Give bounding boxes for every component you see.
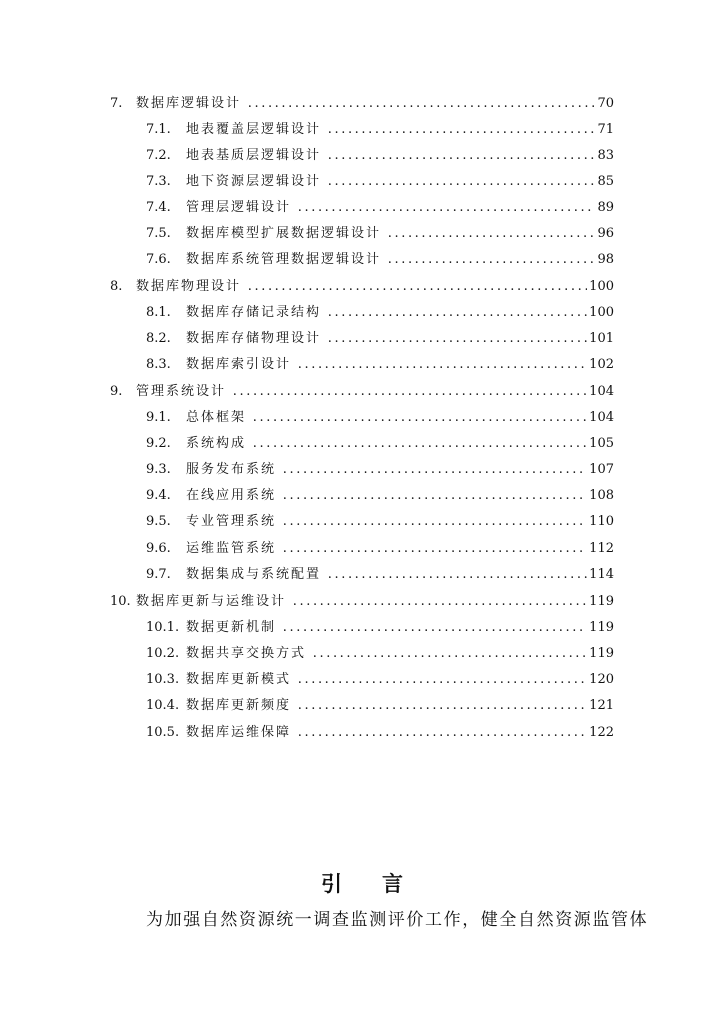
toc-entry[interactable] (0, 329, 724, 349)
toc-entry-number: 9.3. (146, 462, 171, 477)
toc-entry-page: 98 (595, 250, 614, 270)
toc-entry-title: 数据库更新频度 ..... (186, 696, 614, 716)
toc-entry[interactable] (0, 723, 724, 743)
toc-entry-number: 9.5. (146, 514, 171, 529)
toc-entry-title: 数据库运维保障 ..... (186, 723, 614, 743)
toc-entry-number: 9.4. (146, 488, 171, 503)
toc-entry-page: 119 (587, 592, 614, 612)
toc-entry-number: 10.1. (146, 620, 180, 635)
toc-entry-page: 96 (595, 224, 614, 244)
toc-entry-title: 运维监管系统 ..... (186, 539, 614, 559)
toc-entry-number: 7.2. (146, 148, 171, 163)
toc-entry[interactable] (0, 198, 724, 218)
toc-entry-number: 10. (110, 594, 131, 609)
toc-entry-page: 107 (587, 460, 614, 480)
toc-entry-title: 数据库存储记录结构 ..... (186, 303, 614, 323)
toc-entry-title: 数据库更新模式 ..... (186, 670, 614, 690)
toc-entry-title: 专业管理系统 ..... (186, 512, 614, 532)
toc-entry[interactable] (0, 146, 724, 166)
toc-entry-number: 7.4. (146, 200, 171, 215)
toc-entry[interactable] (0, 408, 724, 428)
toc-entry[interactable] (0, 565, 724, 585)
toc-entry-number: 9.6. (146, 541, 171, 556)
toc-entry[interactable] (0, 434, 724, 454)
toc-entry-title: 管理层逻辑设计 ..... (186, 198, 614, 218)
toc-entry-page: 71 (595, 120, 614, 140)
toc-entry-number: 10.5. (146, 725, 180, 740)
toc-entry-page: 120 (587, 670, 614, 690)
toc-entry[interactable] (0, 696, 724, 716)
toc-entry-page: 70 (595, 94, 614, 114)
toc-entry-number: 7.6. (146, 252, 171, 267)
toc-entry[interactable] (0, 512, 724, 532)
toc-entry-number: 7. (110, 96, 123, 111)
toc-entry-title: 地下资源层逻辑设计 ..... (186, 172, 614, 192)
toc-entry-page: 85 (595, 172, 614, 192)
toc-entry[interactable] (0, 120, 724, 140)
toc-entry-number: 8. (110, 279, 123, 294)
toc-entry-title: 数据库更新与运维设计 ..... (136, 592, 614, 612)
toc-entry[interactable] (0, 460, 724, 480)
toc-entry-number: 8.3. (146, 357, 171, 372)
toc-entry[interactable] (0, 250, 724, 270)
toc-entry[interactable] (0, 670, 724, 690)
toc-entry[interactable] (0, 94, 724, 114)
toc-entry-page: 89 (595, 198, 614, 218)
toc-entry[interactable] (0, 172, 724, 192)
toc-entry-title: 数据库存储物理设计 ..... (186, 329, 614, 349)
toc-entry-number: 9.1. (146, 410, 171, 425)
toc-entry[interactable] (0, 382, 724, 402)
toc-entry-title: 数据库索引设计 ..... (186, 355, 614, 375)
toc-entry-number: 9.2. (146, 436, 171, 451)
toc-entry[interactable] (0, 592, 724, 612)
toc-entry-number: 10.4. (146, 698, 180, 713)
toc-entry[interactable] (0, 644, 724, 664)
toc-entry[interactable] (0, 303, 724, 323)
toc-entry-page: 122 (587, 723, 614, 743)
toc-entry-title: 管理系统设计 ..... (136, 382, 614, 402)
toc-entry-title: 地表覆盖层逻辑设计 ..... (186, 120, 614, 140)
toc-entry[interactable] (0, 277, 724, 297)
toc-entry-number: 7.3. (146, 174, 171, 189)
toc-entry-page: 83 (595, 146, 614, 166)
toc-entry-number: 8.2. (146, 331, 171, 346)
toc-entry-number: 9.7. (146, 567, 171, 582)
toc-entry[interactable] (0, 618, 724, 638)
toc-entry-title: 在线应用系统 ..... (186, 486, 614, 506)
toc-entry[interactable] (0, 224, 724, 244)
toc-entry-title: 数据库系统管理数据逻辑设计 ..... (186, 250, 614, 270)
toc-entry-title: 服务发布系统 ..... (186, 460, 614, 480)
toc-entry-number: 7.5. (146, 226, 171, 241)
toc-entry[interactable] (0, 355, 724, 375)
toc-entry-number: 7.1. (146, 122, 171, 137)
toc-entry-page: 100 (587, 277, 614, 297)
toc-entry-page: 108 (587, 486, 614, 506)
toc-entry-page: 119 (587, 644, 614, 664)
toc-entry-page: 121 (587, 696, 614, 716)
toc-entry-title: 数据库物理设计 ..... (136, 277, 614, 297)
toc-entry-page: 104 (587, 408, 614, 428)
toc-entry-title: 数据库模型扩展数据逻辑设计 ..... (186, 224, 614, 244)
toc-entry-title: 数据集成与系统配置 ..... (186, 565, 614, 585)
toc-entry[interactable] (0, 486, 724, 506)
toc-entry-page: 101 (587, 329, 614, 349)
toc-entry-title: 数据共享交换方式 ..... (186, 644, 614, 664)
toc-entry-page: 112 (587, 539, 614, 559)
toc-entry-title: 数据更新机制 ..... (186, 618, 614, 638)
toc-entry-title: 地表基质层逻辑设计 ..... (186, 146, 614, 166)
toc-entry-page: 110 (587, 512, 614, 532)
toc-entry-title: 系统构成 ..... (186, 434, 614, 454)
introduction-heading: 引言 (321, 872, 443, 896)
toc-entry-page: 105 (587, 434, 614, 454)
toc-entry[interactable] (0, 539, 724, 559)
toc-entry-page: 102 (587, 355, 614, 375)
toc-entry-page: 100 (587, 303, 614, 323)
toc-entry-page: 114 (587, 565, 614, 585)
toc-entry-page: 104 (587, 382, 614, 402)
toc-entry-number: 8.1. (146, 305, 171, 320)
toc-entry-page: 119 (587, 618, 614, 638)
toc-entry-number: 9. (110, 384, 123, 399)
toc-entry-title: 数据库逻辑设计 ..... (136, 94, 614, 114)
introduction-paragraph: 为加强自然资源统一调查监测评价工作，健全自然资源监管体 (146, 910, 649, 930)
toc-entry-number: 10.2. (146, 646, 180, 661)
toc-entry-title: 总体框架 ..... (186, 408, 614, 428)
toc-entry-number: 10.3. (146, 672, 180, 687)
